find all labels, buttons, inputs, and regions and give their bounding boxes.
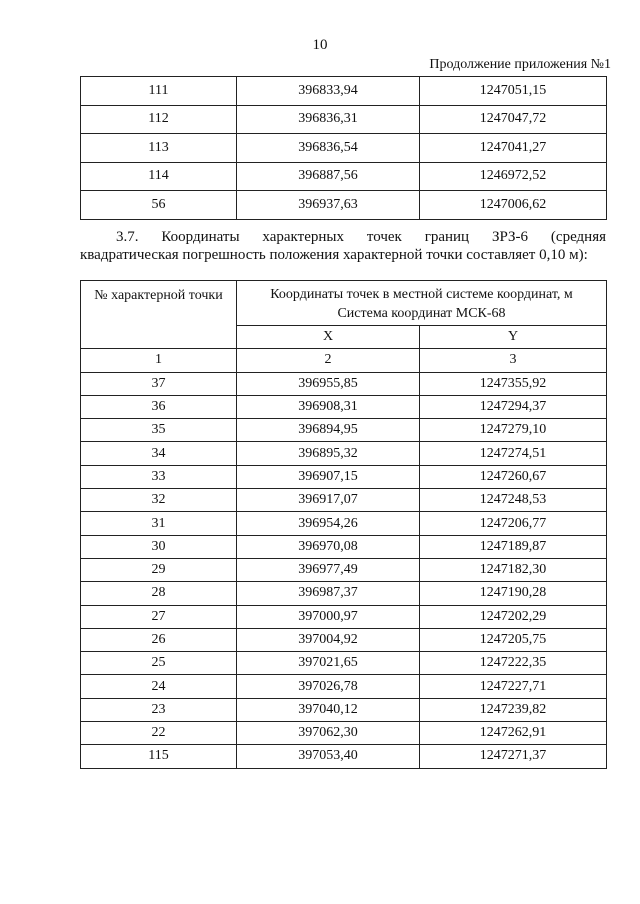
y-coordinate-cell: 1247271,37 xyxy=(420,745,607,768)
table-row xyxy=(81,105,607,134)
column-number-1: 1 xyxy=(81,349,237,372)
table-row xyxy=(81,465,607,488)
point-number-cell: 24 xyxy=(81,675,237,698)
table-row xyxy=(81,191,607,220)
section-paragraph-line-2: квадратическая погрешность положения характерной точки составляет 0,10 м): xyxy=(80,247,588,263)
table-row xyxy=(81,77,607,106)
y-coordinate-cell: 1247202,29 xyxy=(420,605,607,628)
point-number-cell: 33 xyxy=(81,465,237,488)
table-row xyxy=(81,745,607,768)
point-number-cell: 22 xyxy=(81,722,237,745)
table-row xyxy=(81,134,607,163)
y-coordinate-cell: 1247222,35 xyxy=(420,652,607,675)
point-number-cell: 23 xyxy=(81,698,237,721)
y-coordinate-cell: 1247006,62 xyxy=(420,191,607,220)
y-coordinate-cell: 1247260,67 xyxy=(420,465,607,488)
x-coordinate-cell: 396954,26 xyxy=(237,512,420,535)
x-coordinate-cell: 397040,12 xyxy=(237,698,420,721)
section-paragraph xyxy=(80,228,606,264)
x-coordinate-cell: 397021,65 xyxy=(237,652,420,675)
x-coordinate-cell: 396987,37 xyxy=(237,582,420,605)
table-row xyxy=(81,535,607,558)
table-row xyxy=(81,419,607,442)
x-coordinate-cell: 396836,31 xyxy=(237,105,420,134)
table-row xyxy=(81,162,607,191)
table-row xyxy=(81,372,607,395)
y-coordinate-cell: 1247294,37 xyxy=(420,395,607,418)
coordinates-table-zrz6 xyxy=(80,280,607,769)
coordinates-table-header xyxy=(81,281,607,373)
y-coordinate-cell: 1247189,87 xyxy=(420,535,607,558)
x-coordinate-cell: 396907,15 xyxy=(237,465,420,488)
table-row xyxy=(81,722,607,745)
x-coordinate-cell: 396955,85 xyxy=(237,372,420,395)
table-row xyxy=(81,395,607,418)
table-row xyxy=(81,698,607,721)
header-x: X xyxy=(237,326,420,349)
point-number-cell: 30 xyxy=(81,535,237,558)
x-coordinate-cell: 396894,95 xyxy=(237,419,420,442)
column-numbers-row xyxy=(81,349,607,372)
y-coordinate-cell: 1247182,30 xyxy=(420,558,607,581)
point-number-cell: 56 xyxy=(81,191,237,220)
point-number-cell: 29 xyxy=(81,558,237,581)
header-coordinates xyxy=(237,281,607,326)
x-coordinate-cell: 396836,54 xyxy=(237,134,420,163)
y-coordinate-cell: 1247239,82 xyxy=(420,698,607,721)
x-coordinate-cell: 397000,97 xyxy=(237,605,420,628)
column-number-3: 3 xyxy=(420,349,607,372)
point-number-cell: 32 xyxy=(81,489,237,512)
table-row xyxy=(81,489,607,512)
table-row xyxy=(81,512,607,535)
x-coordinate-cell: 396937,63 xyxy=(237,191,420,220)
y-coordinate-cell: 1247262,91 xyxy=(420,722,607,745)
point-number-cell: 25 xyxy=(81,652,237,675)
column-number-2: 2 xyxy=(237,349,420,372)
y-coordinate-cell: 1247205,75 xyxy=(420,628,607,651)
coordinates-table-continued xyxy=(80,76,607,220)
y-coordinate-cell: 1247190,28 xyxy=(420,582,607,605)
point-number-cell: 35 xyxy=(81,419,237,442)
point-number-cell: 113 xyxy=(81,134,237,163)
table-row xyxy=(81,652,607,675)
x-coordinate-cell: 397062,30 xyxy=(237,722,420,745)
point-number-cell: 115 xyxy=(81,745,237,768)
table-row xyxy=(81,442,607,465)
point-number-cell: 36 xyxy=(81,395,237,418)
page-number: 10 xyxy=(312,37,328,53)
x-coordinate-cell: 396887,56 xyxy=(237,162,420,191)
point-number-cell: 114 xyxy=(81,162,237,191)
y-coordinate-cell: 1247047,72 xyxy=(420,105,607,134)
x-coordinate-cell: 396895,32 xyxy=(237,442,420,465)
point-number-cell: 27 xyxy=(81,605,237,628)
header-point-number: № характерной точки xyxy=(81,281,237,349)
point-number-cell: 28 xyxy=(81,582,237,605)
y-coordinate-cell: 1247279,10 xyxy=(420,419,607,442)
appendix-continuation-label: Продолжение приложения №1 xyxy=(429,57,611,72)
x-coordinate-cell: 396917,07 xyxy=(237,489,420,512)
y-coordinate-cell: 1247227,71 xyxy=(420,675,607,698)
x-coordinate-cell: 396970,08 xyxy=(237,535,420,558)
table-row xyxy=(81,582,607,605)
section-paragraph-line-1: 3.7. Координаты характерных точек границ ЗРЗ-6 (средняя xyxy=(116,229,606,245)
table-row xyxy=(81,558,607,581)
x-coordinate-cell: 397053,40 xyxy=(237,745,420,768)
coordinates-table-continued-body xyxy=(81,77,607,220)
table-row xyxy=(81,675,607,698)
y-coordinate-cell: 1247248,53 xyxy=(420,489,607,512)
header-y: Y xyxy=(420,326,607,349)
x-coordinate-cell: 397004,92 xyxy=(237,628,420,651)
header-coordinates-line-2: Система координат МСК-68 xyxy=(337,306,506,321)
point-number-cell: 112 xyxy=(81,105,237,134)
table-row xyxy=(81,605,607,628)
y-coordinate-cell: 1247274,51 xyxy=(420,442,607,465)
x-coordinate-cell: 397026,78 xyxy=(237,675,420,698)
y-coordinate-cell: 1247041,27 xyxy=(420,134,607,163)
coordinates-table-body xyxy=(81,372,607,768)
y-coordinate-cell: 1247355,92 xyxy=(420,372,607,395)
y-coordinate-cell: 1247051,15 xyxy=(420,77,607,106)
point-number-cell: 111 xyxy=(81,77,237,106)
y-coordinate-cell: 1247206,77 xyxy=(420,512,607,535)
point-number-cell: 31 xyxy=(81,512,237,535)
x-coordinate-cell: 396833,94 xyxy=(237,77,420,106)
x-coordinate-cell: 396977,49 xyxy=(237,558,420,581)
y-coordinate-cell: 1246972,52 xyxy=(420,162,607,191)
x-coordinate-cell: 396908,31 xyxy=(237,395,420,418)
point-number-cell: 37 xyxy=(81,372,237,395)
header-row xyxy=(81,281,607,326)
point-number-cell: 34 xyxy=(81,442,237,465)
table-row xyxy=(81,628,607,651)
header-coordinates-line-1: Координаты точек в местной системе координат, м xyxy=(270,287,573,302)
point-number-cell: 26 xyxy=(81,628,237,651)
